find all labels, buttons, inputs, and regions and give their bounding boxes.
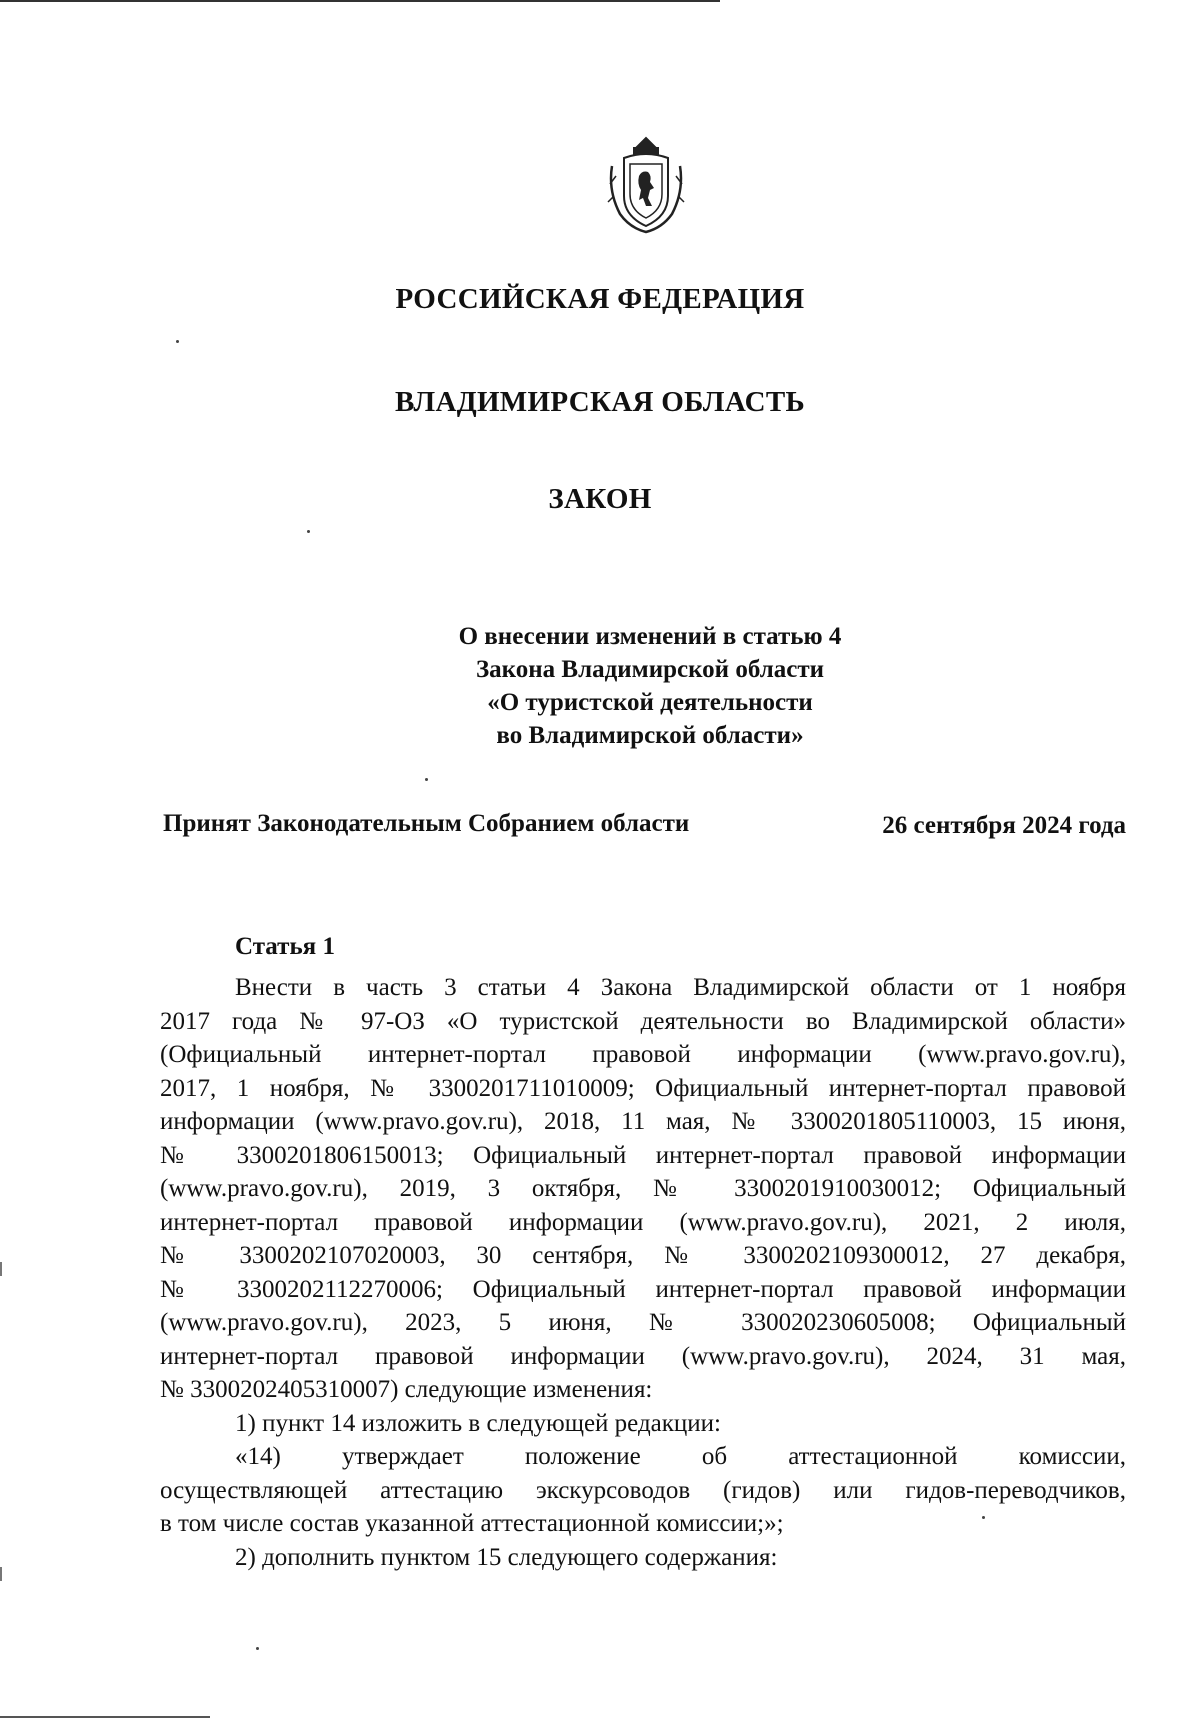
- body-line: информации (www.pravo.gov.ru), 2018, 11 мая, № 3300201805110003, 15 июня,: [160, 1108, 1126, 1135]
- scan-speck: [982, 1516, 985, 1519]
- body-line: 2) дополнить пунктом 15 следующего содержания:: [235, 1543, 778, 1571]
- body-line: интернет-портал правовой информации (www.pravo.gov.ru), 2021, 2 июля,: [160, 1208, 1126, 1236]
- body-line: осуществляющей аттестацию экскурсоводов (гидов) или гидов-переводчиков,: [160, 1476, 1126, 1504]
- body-line: в том числе состав указанной аттестационной комиссии;»;: [160, 1510, 784, 1537]
- scan-edge-mark: [0, 1262, 2, 1276]
- law-title-line: Закона Владимирской области: [475, 656, 825, 683]
- body-line: «14) утверждает положение об аттестационной комиссии,: [235, 1443, 1126, 1470]
- body-line: 1) пункт 14 изложить в следующей редакции:: [235, 1409, 721, 1437]
- scan-speck: [425, 778, 428, 781]
- body-line: 2017 года № 97-ОЗ «О туристской деятельности во Владимирской области»: [160, 1007, 1126, 1035]
- body-line: (Официальный интернет-портал правовой информации (www.pravo.gov.ru),: [160, 1041, 1126, 1068]
- law-title: [420, 620, 880, 752]
- document-type-heading: ЗАКОН: [548, 483, 652, 515]
- country-heading: РОССИЙСКАЯ ФЕДЕРАЦИЯ: [395, 283, 805, 315]
- body-line: № 3300202107020003, 30 сентября, № 3300202109300012, 27 декабря,: [160, 1242, 1126, 1269]
- body-line: интернет-портал правовой информации (www.pravo.gov.ru), 2024, 31 мая,: [160, 1342, 1126, 1370]
- scan-speck: [256, 1647, 259, 1650]
- coat-of-arms-icon: [606, 136, 686, 236]
- body-line: 2017, 1 ноября, № 3300201711010009; Официальный интернет-портал правовой: [160, 1074, 1126, 1102]
- adoption-date: 26 сентября 2024 года: [882, 812, 1126, 839]
- scan-edge-mark: [0, 1567, 2, 1581]
- scan-bottom-border: [0, 1716, 210, 1718]
- body-line: № 3300201806150013; Официальный интернет-портал правовой информации: [160, 1141, 1126, 1169]
- law-title-line: О внесении изменений в статью 4: [458, 623, 842, 650]
- article-body: [160, 971, 1126, 1574]
- scan-top-border: [0, 0, 720, 2]
- body-line: (www.pravo.gov.ru), 2019, 3 октября, № 3300201910030012; Официальный: [160, 1175, 1126, 1202]
- region-heading: ВЛАДИМИРСКАЯ ОБЛАСТЬ: [395, 386, 805, 418]
- law-title-line: во Владимирской области»: [496, 722, 804, 749]
- body-line: Внести в часть 3 статьи 4 Закона Владимирской области от 1 ноября: [235, 974, 1126, 1001]
- law-title-line: «О туристской деятельности: [487, 689, 813, 716]
- adoption-label: Принят Законодательным Собранием области: [163, 810, 690, 837]
- scan-speck: [307, 530, 310, 533]
- body-line: № 3300202112270006; Официальный интернет-портал правовой информации: [160, 1275, 1126, 1303]
- scan-speck: [176, 340, 179, 343]
- body-line: № 3300202405310007) следующие изменения:: [160, 1376, 653, 1403]
- article-title: Статья 1: [235, 933, 335, 960]
- body-line: (www.pravo.gov.ru), 2023, 5 июня, № 330020230605008; Официальный: [160, 1309, 1126, 1336]
